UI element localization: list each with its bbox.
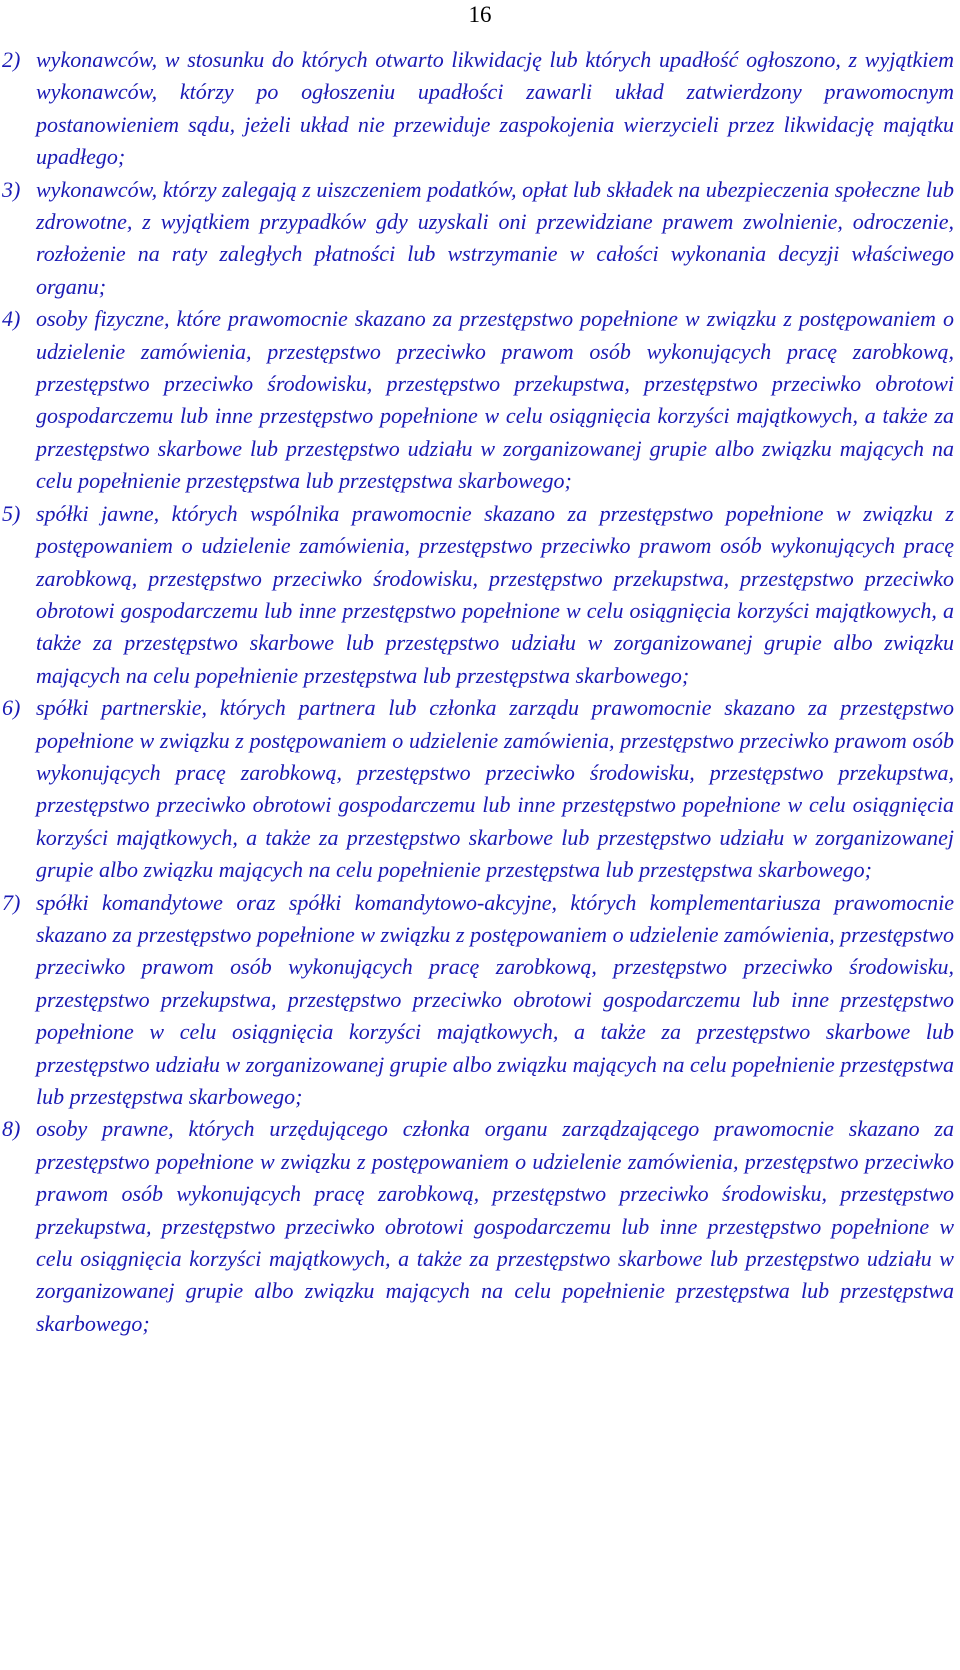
list-item-text: spółki jawne, których wspólnika prawomocnie skazano za przestępstwo popełnione w związku z postępowaniem o udzielenie zamówienia, przestępstwo przeciwko prawom osób wykonujących pracę zarobkową, przestępstwo przeciwko środowisku, przestępstwo przekupstwa, przestępstwo przeciwko obrotowi gospodarczemu lub inne przestępstwo popełnione w celu osiągnięcia korzyści majątkowych, a także za przestępstwo skarbowe lub przestępstwo udziału w zorganizowanej grupie albo związku mających na celu popełnienie przestępstwa lub przestępstwa skarbowego; (36, 500, 954, 688)
list-item-3 (2, 174, 954, 304)
list-item-number: 7) (2, 889, 21, 915)
list-item-number: 3) (2, 176, 21, 202)
list-item-text: wykonawców, którzy zalegają z uiszczeniem podatków, opłat lub składek na ubezpieczenia społeczne lub zdrowotne, z wyjątkiem przypadków gdy uzyskali oni przewidziane prawem zwolnienie, odroczenie, rozłożenie na raty zaległych płatności lub wstrzymanie w całości wykonania decyzji właściwego organu; (36, 176, 954, 299)
list-item-number: 6) (2, 695, 21, 721)
list-item-number: 2) (2, 47, 21, 72)
list-item-text: osoby fizyczne, które prawomocnie skazano za przestępstwo popełnione w związku z postępowaniem o udzielenie zamówienia, przestępstwo przeciwko prawom osób wykonujących pracę zarobkową, przestępstwo przeciwko środowisku, przestępstwo przekupstwa, przestępstwo przeciwko obrotowi gospodarczemu lub inne przestępstwo popełnione w celu osiągnięcia korzyści majątkowych, a także za przestępstwo skarbowe lub przestępstwo udziału w zorganizowanej grupie albo związku mających na celu popełnienie przestępstwa lub przestępstwa skarbowego; (36, 306, 954, 494)
page-number: 16 (468, 2, 492, 27)
list-item-text: spółki komandytowe oraz spółki komandytowo-akcyjne, których komplementariusza prawomocnie skazano za przestępstwo popełnione w związku z postępowaniem o udzielenie zamówienia, przestępstwo przeciwko prawom osób wykonujących pracę zarobkową, przestępstwo przeciwko środowisku, przestępstwo przekupstwa, przestępstwo przeciwko obrotowi gospodarczemu lub inne przestępstwo popełnione w celu osiągnięcia korzyści majątkowych, a także za przestępstwo skarbowe lub przestępstwo udziału w zorganizowanej grupie albo związku mających na celu popełnienie przestępstwa lub przestępstwa skarbowego; (36, 889, 954, 1109)
list-item-7 (2, 887, 954, 1114)
list-item-number: 8) (2, 1116, 21, 1142)
list-item-4 (2, 303, 954, 497)
list-item-text: spółki partnerskie, których partnera lub członka zarządu prawomocnie skazano za przestępstwo popełnione w związku z postępowaniem o udzielenie zamówienia, przestępstwo przeciwko prawom osób wykonujących pracę zarobkową, przestępstwo przeciwko środowisku, przestępstwo przekupstwa, przestępstwo przeciwko obrotowi gospodarczemu lub inne przestępstwo popełnione w celu osiągnięcia korzyści majątkowych, a także za przestępstwo skarbowe lub przestępstwo udziału w zorganizowanej grupie albo związku mających na celu popełnienie przestępstwa lub przestępstwa skarbowego; (36, 695, 954, 883)
list-item-number: 5) (2, 500, 21, 526)
list-item-text: wykonawców, w stosunku do których otwarto likwidację lub których upadłość ogłoszono, z wyjątkiem wykonawców, którzy po ogłoszeniu upadłości zawarli układ zatwierdzony prawomocnym postanowieniem sądu, jeżeli układ nie przewiduje zaspokojenia wierzycieli przez likwidację majątku upadłego; (36, 47, 954, 170)
list-item-8 (2, 1113, 954, 1340)
list-item-2 (2, 44, 954, 174)
list-item-number: 4) (2, 306, 21, 332)
exclusion-list (2, 44, 954, 1340)
list-item-5 (2, 498, 954, 692)
list-item-text: osoby prawne, których urzędującego członka organu zarządzającego prawomocnie skazano za przestępstwo popełnione w związku z postępowaniem o udzielenie zamówienia, przestępstwo przeciwko prawom osób wykonujących pracę zarobkową, przestępstwo przeciwko środowisku, przestępstwo przekupstwa, przestępstwo przeciwko obrotowi gospodarczemu lub inne przestępstwo popełnione w celu osiągnięcia korzyści majątkowych, a także za przestępstwo skarbowe lub przestępstwo udziału w zorganizowanej grupie albo związku mających na celu popełnienie przestępstwa lub przestępstwa skarbowego; (36, 1116, 954, 1336)
list-item-6 (2, 692, 954, 886)
